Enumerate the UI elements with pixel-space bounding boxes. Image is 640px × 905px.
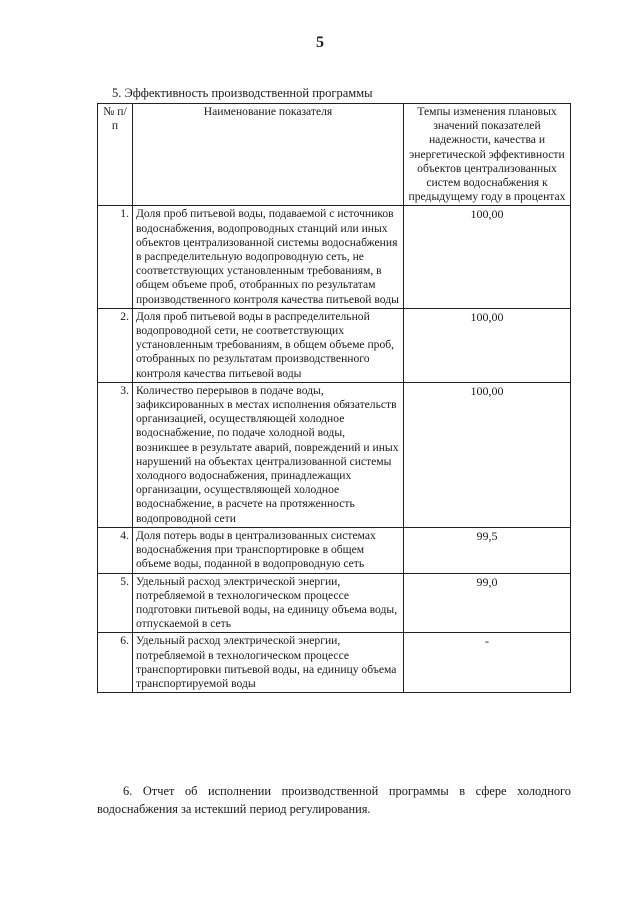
- table-header-row: [98, 104, 571, 206]
- header-name: Наименование показателя: [133, 104, 404, 206]
- header-num: № п/п: [98, 104, 133, 206]
- header-rate: Темпы изменения плановых значений показателей надежности, качества и энергетической эффективности объектов централизованных систем водоснабжения к предыдущему году в процентах: [404, 104, 571, 206]
- row-indicator-name: Удельный расход электрической энергии, потребляемой в технологическом процессе транспортировки питьевой воды, на единицу объема транспортируемой воды: [133, 633, 404, 693]
- row-number: 4.: [98, 527, 133, 573]
- row-number: 2.: [98, 308, 133, 382]
- footer-paragraph: 6. Отчет об исполнении производственной программы в сфере холодного водоснабжения за истекший период регулирования.: [97, 784, 571, 816]
- row-value: 100,00: [404, 308, 571, 382]
- row-value: 100,00: [404, 206, 571, 308]
- page-number: 5: [316, 34, 324, 51]
- row-value: -: [404, 633, 571, 693]
- row-indicator-name: Количество перерывов в подаче воды, зафиксированных в местах исполнения обязательств организацией, осуществляющей холодное водоснабжение, по подаче холодной воды, возникшее в результате аварий, повреждений и иных нарушений на объектах централизованной системы холодного водоснабжения, принадлежащих организации, осуществляющей холодное водоснабжение, в расчете на протяженность водопроводной сети: [133, 382, 404, 527]
- table-row: [98, 527, 571, 573]
- table-row: [98, 573, 571, 633]
- table-row: [98, 633, 571, 693]
- row-indicator-name: Удельный расход электрической энергии, потребляемой в технологическом процессе подготовки питьевой воды, на единицу объема воды, отпускаемой в сеть: [133, 573, 404, 633]
- row-value: 99,0: [404, 573, 571, 633]
- table-row: [98, 206, 571, 308]
- table-row: [98, 308, 571, 382]
- row-number: 1.: [98, 206, 133, 308]
- row-value: 99,5: [404, 527, 571, 573]
- row-indicator-name: Доля проб питьевой воды, подаваемой с источников водоснабжения, водопроводных станций или иных объектов централизованной системы водоснабжения в распределительную водопроводную сеть, не соответствующих установленным требованиям, в общем объеме проб, отобранных по результатам производственного контроля качества питьевой воды: [133, 206, 404, 308]
- row-number: 6.: [98, 633, 133, 693]
- row-indicator-name: Доля потерь воды в централизованных системах водоснабжения при транспортировке в общем объеме воды, поданной в водопроводную сеть: [133, 527, 404, 573]
- row-indicator-name: Доля проб питьевой воды в распределительной водопроводной сети, не соответствующих установленным требованиям, в общем объеме проб, отобранных по результатам производственного контроля качества питьевой воды: [133, 308, 404, 382]
- section-title: 5. Эффективность производственной программы: [112, 86, 373, 100]
- row-number: 5.: [98, 573, 133, 633]
- indicators-table: [97, 103, 571, 693]
- row-number: 3.: [98, 382, 133, 527]
- table-row: [98, 382, 571, 527]
- row-value: 100,00: [404, 382, 571, 527]
